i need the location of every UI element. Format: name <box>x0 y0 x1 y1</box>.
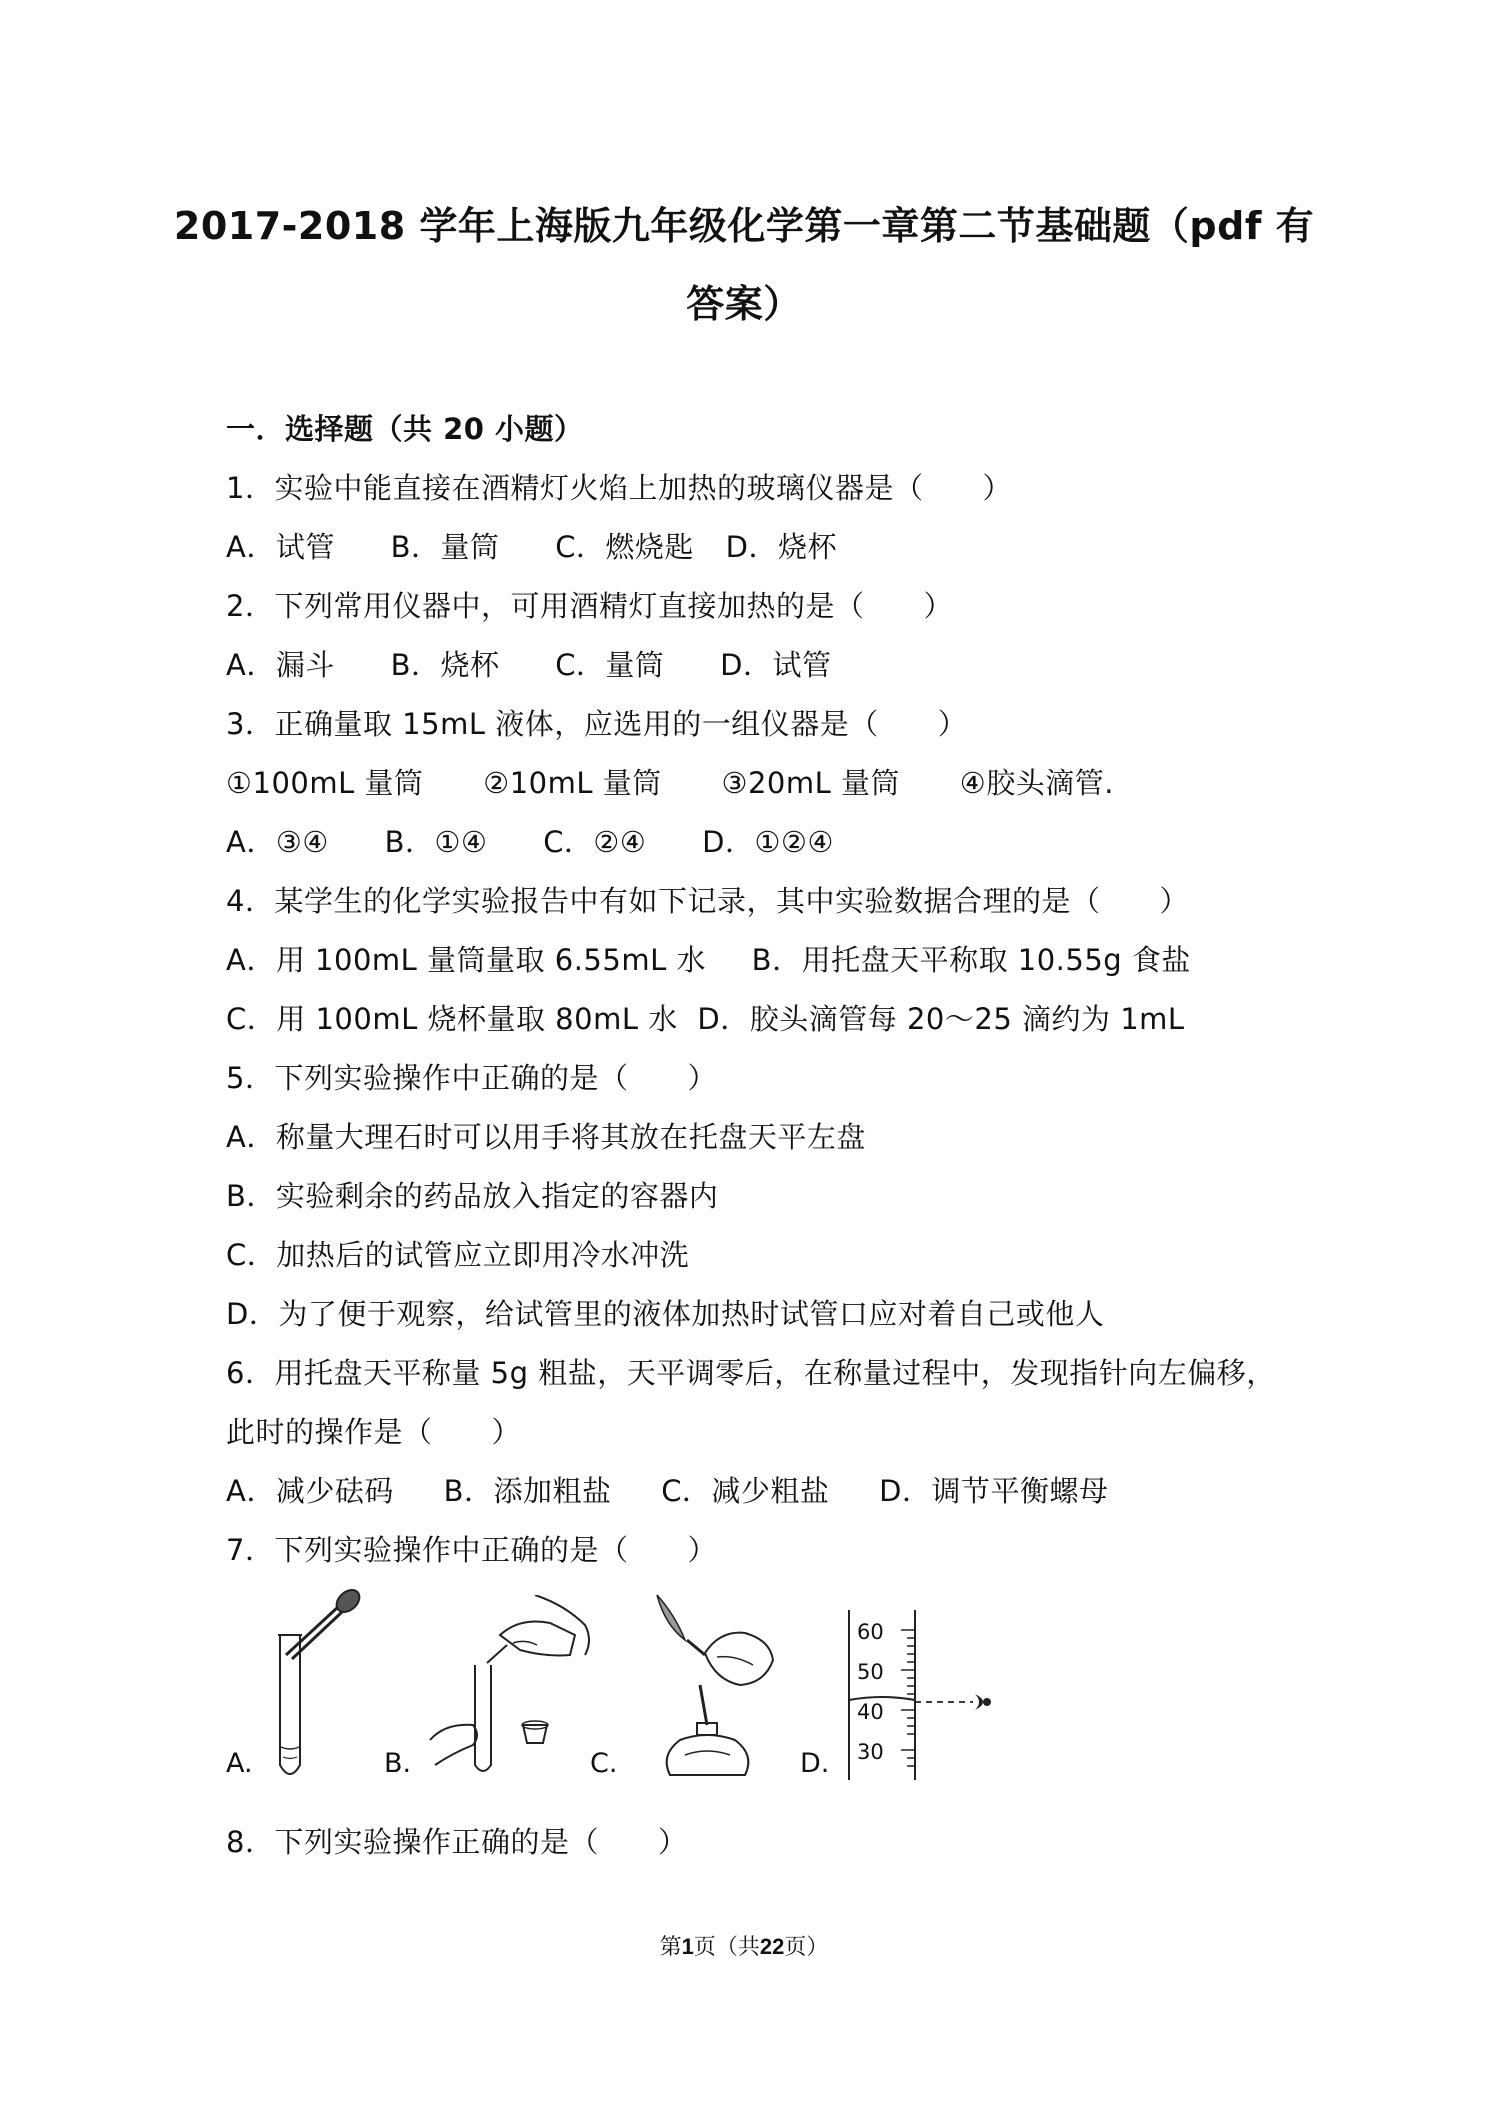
figure-b-label: B. <box>384 1748 412 1779</box>
q5-option-b: B．实验剩余的药品放入指定的容器内 <box>226 1179 719 1213</box>
section-heading: 一．选择题（共 20 小题） <box>226 412 584 446</box>
q2-option-d: D．试管 <box>720 648 832 682</box>
cylinder-tick-40: 40 <box>857 1700 884 1724</box>
page-footer <box>0 1930 1488 1961</box>
question-5-stem: 5．下列实验操作中正确的是（ ） <box>226 1061 717 1095</box>
footer-total-pages: 22 <box>759 1934 785 1959</box>
q3-item-1: ①100mL 量筒 <box>226 766 424 800</box>
q3-item-3: ③20mL 量筒 <box>721 766 900 800</box>
question-2-stem: 2．下列常用仪器中，可用酒精灯直接加热的是（ ） <box>226 589 953 623</box>
q4-option-d: D．胶头滴管每 20～25 滴约为 1mL <box>697 1002 1185 1036</box>
footer-suffix: 页） <box>784 1935 829 1960</box>
figure-a-dropper-test-tube <box>268 1585 378 1785</box>
cylinder-tick-60: 60 <box>857 1620 884 1644</box>
q5-option-a: A．称量大理石时可以用手将其放在托盘天平左盘 <box>226 1120 866 1154</box>
document-title-line2: 答案） <box>686 282 802 326</box>
question-4-stem: 4．某学生的化学实验报告中有如下记录，其中实验数据合理的是（ ） <box>226 884 1189 918</box>
question-6-stem-cont: 此时的操作是（ ） <box>226 1415 522 1449</box>
q6-option-d: D．调节平衡螺母 <box>879 1474 1109 1508</box>
cylinder-tick-30: 30 <box>857 1740 884 1764</box>
q1-option-d: D．烧杯 <box>725 530 837 564</box>
q6-option-b: B．添加粗盐 <box>443 1474 612 1508</box>
figure-a-label: A. <box>226 1748 253 1779</box>
q3-option-d: D．①②④ <box>702 825 834 859</box>
q2-option-b: B．烧杯 <box>390 648 500 682</box>
figure-c-alcohol-lamps <box>645 1585 785 1785</box>
q1-option-c: C．燃烧匙 <box>555 530 694 564</box>
footer-mid: 页（共 <box>693 1935 760 1960</box>
question-1-stem: 1．实验中能直接在酒精灯火焰上加热的玻璃仪器是（ ） <box>226 471 1012 505</box>
figure-d-label: D. <box>800 1748 830 1779</box>
q4-option-b: B．用托盘天平称取 10.55g 食盐 <box>751 943 1191 977</box>
q5-option-d: D．为了便于观察，给试管里的液体加热时试管口应对着自己或他人 <box>226 1297 1105 1331</box>
question-4-options-cd <box>226 997 1185 1038</box>
q3-option-b: B．①④ <box>384 825 488 859</box>
q3-item-2: ②10mL 量筒 <box>483 766 662 800</box>
q2-option-c: C．量筒 <box>555 648 665 682</box>
q6-option-c: C．减少粗盐 <box>661 1474 830 1508</box>
q1-option-b: B．量筒 <box>390 530 500 564</box>
q4-option-a: A．用 100mL 量筒量取 6.55mL 水 <box>226 943 706 977</box>
question-3-items <box>226 761 1114 802</box>
q5-option-c: C．加热后的试管应立即用冷水冲洗 <box>226 1238 690 1272</box>
question-1-options <box>226 525 837 566</box>
question-3-options <box>226 820 834 861</box>
q6-option-a: A．减少砝码 <box>226 1474 394 1508</box>
q3-option-a: A．③④ <box>226 825 329 859</box>
q3-option-c: C．②④ <box>543 825 647 859</box>
q2-option-a: A．漏斗 <box>226 648 335 682</box>
figure-b-pouring-into-tube <box>425 1595 595 1780</box>
question-7-stem: 7．下列实验操作中正确的是（ ） <box>226 1533 717 1567</box>
document-title-line1: 2017-2018 学年上海版九年级化学第一章第二节基础题（pdf 有 <box>173 204 1315 248</box>
footer-prefix: 第 <box>659 1935 682 1960</box>
question-8-stem: 8．下列实验操作正确的是（ ） <box>226 1825 688 1859</box>
question-6-options <box>226 1469 1109 1510</box>
question-2-options <box>226 643 832 684</box>
figure-c-label: C. <box>590 1748 618 1779</box>
footer-page-number: 1 <box>681 1934 694 1959</box>
q3-item-4: ④胶头滴管. <box>959 766 1114 800</box>
cylinder-tick-50: 50 <box>857 1660 884 1684</box>
question-3-stem: 3．正确量取 15mL 液体，应选用的一组仪器是（ ） <box>226 707 968 741</box>
question-6-stem: 6．用托盘天平称量 5g 粗盐，天平调零后，在称量过程中，发现指针向左偏移， <box>226 1356 1276 1390</box>
q4-option-c: C．用 100mL 烧杯量取 80mL 水 <box>226 1002 678 1036</box>
q1-option-a: A．试管 <box>226 530 335 564</box>
question-4-options-ab <box>226 938 1191 979</box>
